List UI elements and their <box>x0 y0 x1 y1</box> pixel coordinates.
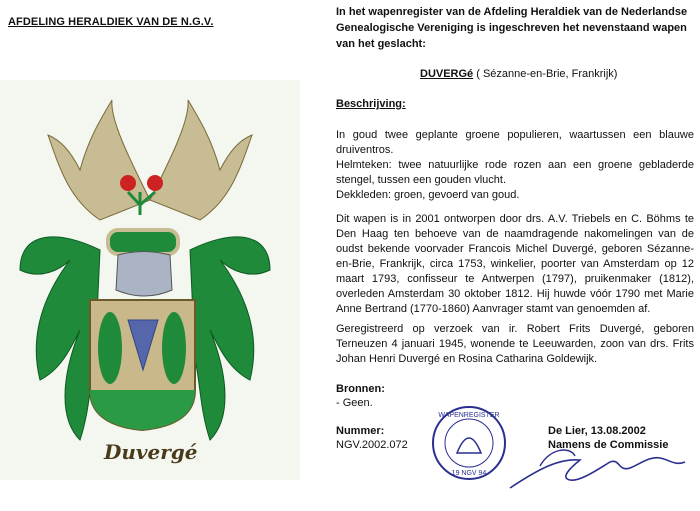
left-wing <box>48 100 150 220</box>
mantling-right <box>190 237 270 440</box>
history-paragraph: Dit wapen is in 2001 ontworpen door drs. A.V. Triebels en C. Böhms te Den Haag ten behoeve van de naamdragende nakomelingen van de oudst bekende voorvader Francois Michel Duvergé, geboren Sézanne-en-Brie, Frankrijk, circa 1753, winkelier, poorter van Amsterdam op 12 maart 1793, confisseur te Antwerpen (1797), pruikenmaker (1812), overleden Amsterdam 30 oktober 1812. Hij huwde vóór 1790 met Marie Anne Bertrand (1770-1860) Aanvrager stamt van genoemden af. <box>336 213 694 315</box>
stamp-top-text: WAPENREGISTER <box>438 412 500 419</box>
registry-stamp <box>429 403 509 483</box>
rose-right <box>147 175 163 191</box>
commissie-line: Namens de Commissie <box>548 439 669 451</box>
beschrijving-heading: Beschrijving: <box>336 98 406 110</box>
mantling-left <box>20 237 100 440</box>
shield-ground <box>90 390 195 430</box>
beschrijving-line-2: Helmteken: twee natuurlijke rode rozen aan een groene gebladerde stengel, tussen een gouden vlucht. <box>336 159 694 186</box>
poplar-left <box>98 312 122 384</box>
helmet <box>116 252 172 297</box>
beschrijving-line-1: In goud twee geplante groene populieren, waartussen een blauwe druiventros. <box>336 129 694 156</box>
nummer-heading: Nummer: <box>336 425 385 437</box>
nummer-value: NGV.2002.072 <box>336 439 408 451</box>
torse <box>108 230 178 254</box>
family-line <box>420 68 617 80</box>
family-name: DUVERGé <box>420 68 474 80</box>
rose-left <box>120 175 136 191</box>
crest-caption: Duvergé <box>104 440 198 464</box>
stamp-tree-icon <box>457 438 481 453</box>
beschrijving-line-3: Dekkleden: groen, gevoerd van goud. <box>336 189 520 201</box>
right-wing <box>150 100 252 220</box>
family-place: ( Sézanne-en-Brie, Frankrijk) <box>476 68 618 80</box>
stamp-bottom-text: 19 NGV 94 <box>451 470 487 477</box>
bronnen-heading: Bronnen: <box>336 383 385 395</box>
coat-of-arms-illustration <box>0 80 300 480</box>
coat-of-arms <box>0 80 300 480</box>
date-line: De Lier, 13.08.2002 <box>548 425 646 437</box>
registration-paragraph: Geregistreerd op verzoek van ir. Robert Frits Duvergé, geboren Terneuzen 4 januari 1945, wonende te Leeuwarden, zoon van drs. Frits Johan Henri Duvergé en Rosina Catharina Goldewijk. <box>336 323 694 365</box>
bronnen-value: - Geen. <box>336 397 373 409</box>
handwritten-signature <box>500 438 690 498</box>
intro-text: In het wapenregister van de Afdeling Heraldiek van de Nederlandse Genealogische Vereniging is ingeschreven het nevenstaand wapen van het geslacht: <box>336 6 688 50</box>
poplar-right <box>162 312 186 384</box>
header-left-title: AFDELING HERALDIEK VAN DE N.G.V. <box>8 16 214 28</box>
